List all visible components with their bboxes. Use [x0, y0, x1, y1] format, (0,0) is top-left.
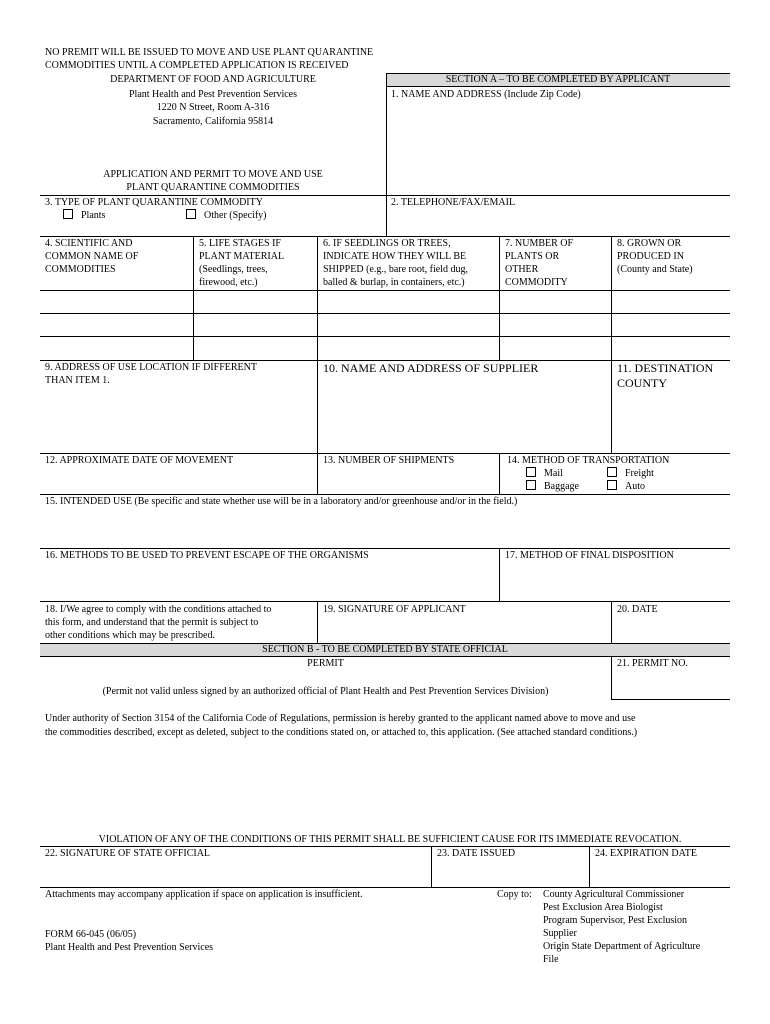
col-6-header: 6. IF SEEDLINGS OR TREES, INDICATE HOW THEY WILL BE SHIPPED (e.g., bare root, field dug, balled & burlap, in containers, etc.) [323, 238, 468, 288]
col-5-header: 5. LIFE STAGES IF PLANT MATERIAL (Seedlings, trees, firewood, etc.) [199, 238, 285, 288]
col-4-header: 4. SCIENTIFIC AND COMMON NAME OF COMMODITIES [45, 238, 139, 275]
freight-option[interactable]: Freight [607, 467, 654, 480]
table-row-1-name-input[interactable] [45, 294, 189, 310]
mail-option[interactable]: Mail [526, 467, 563, 480]
form-title-line-2: PLANT QUARANTINE COMMODITIES [126, 182, 300, 193]
form-number: FORM 66-045 (06/05) [45, 929, 137, 940]
permit-heading: PERMIT [307, 658, 344, 669]
item-13-label: 13. NUMBER OF SHIPMENTS [323, 455, 455, 466]
item-21-label: 21. PERMIT NO. [617, 658, 688, 669]
item-1-label: 1. NAME AND ADDRESS (Include Zip Code) [391, 89, 581, 100]
item-17-label: 17. METHOD OF FINAL DISPOSITION [505, 550, 674, 561]
copy-to-label: Copy to: [497, 889, 532, 900]
baggage-option[interactable]: Baggage [526, 480, 579, 493]
telephone-input[interactable] [392, 212, 726, 230]
division-name: Plant Health and Pest Prevention Services [128, 89, 298, 100]
copy-to-item: Origin State Department of Agriculture [543, 941, 701, 952]
section-a-heading: SECTION A – TO BE COMPLETED BY APPLICANT [445, 74, 671, 85]
table-row-2-name-input[interactable] [45, 317, 189, 333]
item-19-label: 19. SIGNATURE OF APPLICANT [323, 604, 466, 615]
plants-option[interactable] [63, 209, 105, 222]
item-3-label: 3. TYPE OF PLANT QUARANTINE COMMODITY [45, 197, 263, 208]
other-label: Other (Specify) [204, 210, 267, 221]
name-address-input[interactable] [392, 104, 726, 188]
item-2-label: 2. TELEPHONE/FAX/EMAIL [391, 197, 516, 208]
item-16-label: 16. METHODS TO BE USED TO PREVENT ESCAPE OF THE ORGANISMS [45, 550, 369, 561]
item-14-label: 14. METHOD OF TRANSPORTATION [507, 455, 670, 466]
mail-checkbox[interactable] [526, 467, 536, 477]
copy-to-item: Program Supervisor, Pest Exclusion [543, 915, 688, 926]
plants-label: Plants [81, 210, 106, 221]
department-name: DEPARTMENT OF FOOD AND AGRICULTURE [110, 74, 316, 85]
copy-to-item: County Agricultural Commissioner [543, 889, 685, 900]
other-checkbox[interactable] [186, 209, 196, 219]
item-12-label: 12. APPROXIMATE DATE OF MOVEMENT [45, 455, 234, 466]
other-option[interactable] [186, 209, 266, 222]
item-24-label: 24. EXPIRATION DATE [595, 848, 697, 859]
auto-option[interactable]: Auto [607, 480, 645, 493]
col-8-header: 8. GROWN OR PRODUCED IN (County and State) [617, 238, 693, 275]
item-23-label: 23. DATE ISSUED [437, 848, 516, 859]
item-20-label: 20. DATE [617, 604, 658, 615]
copy-to-item: File [543, 954, 559, 965]
auto-checkbox[interactable] [607, 480, 617, 490]
street-address: 1220 N Street, Room A-316 [156, 102, 270, 113]
item-10-label: 10. NAME AND ADDRESS OF SUPPLIER [323, 361, 539, 375]
item-9-label: 9. ADDRESS OF USE LOCATION IF DIFFERENT THAN ITEM 1. [45, 362, 257, 386]
freight-checkbox[interactable] [607, 467, 617, 477]
table-row-3-name-input[interactable] [45, 340, 189, 356]
item-15-label: 15. INTENDED USE (Be specific and state whether use will be in a laboratory and/or greenhouse and/or in the field.) [45, 496, 518, 507]
section-b-heading: SECTION B - TO BE COMPLETED BY STATE OFFICIAL [262, 644, 508, 655]
plants-checkbox[interactable] [63, 209, 73, 219]
copy-to-list [543, 888, 700, 966]
authority-text-line-1: Under authority of Section 3154 of the California Code of Regulations, permission is hereby granted to the applicant named above to move and use [45, 713, 636, 724]
item-18-label: 18. I/We agree to comply with the conditions attached to this form, and understand that the permit is subject to other conditions which may be prescribed. [45, 604, 272, 641]
baggage-checkbox[interactable] [526, 480, 536, 490]
notice-line-2: COMMODITIES UNTIL A COMPLETED APPLICATION IS RECEIVED [45, 60, 349, 71]
item-11-label: 11. DESTINATION COUNTY [617, 361, 714, 390]
violation-notice: VIOLATION OF ANY OF THE CONDITIONS OF THIS PERMIT SHALL BE SUFFICIENT CAUSE FOR ITS IMMEDIATE REVOCATION. [98, 834, 682, 845]
attachments-note: Attachments may accompany application if space on application is insufficient. [45, 889, 363, 900]
col-7-header: 7. NUMBER OF PLANTS OR OTHER COMMODITY [505, 238, 574, 288]
authority-text-line-2: the commodities described, except as deleted, subject to the conditions stated on, or attached to, this application. (See attached standard conditions.) [45, 727, 638, 738]
item-22-label: 22. SIGNATURE OF STATE OFFICIAL [45, 848, 211, 859]
form-division: Plant Health and Pest Prevention Services [45, 942, 214, 953]
form-title-line-1: APPLICATION AND PERMIT TO MOVE AND USE [103, 169, 323, 180]
city-address: Sacramento, California 95814 [152, 116, 274, 127]
notice-line-1: NO PREMIT WILL BE ISSUED TO MOVE AND USE PLANT QUARANTINE [45, 47, 374, 58]
copy-to-item: Pest Exclusion Area Biologist [543, 902, 663, 913]
copy-to-item: Supplier [543, 928, 577, 939]
permit-validity-note: (Permit not valid unless signed by an authorized official of Plant Health and Pest Prevention Services Division) [102, 686, 549, 697]
